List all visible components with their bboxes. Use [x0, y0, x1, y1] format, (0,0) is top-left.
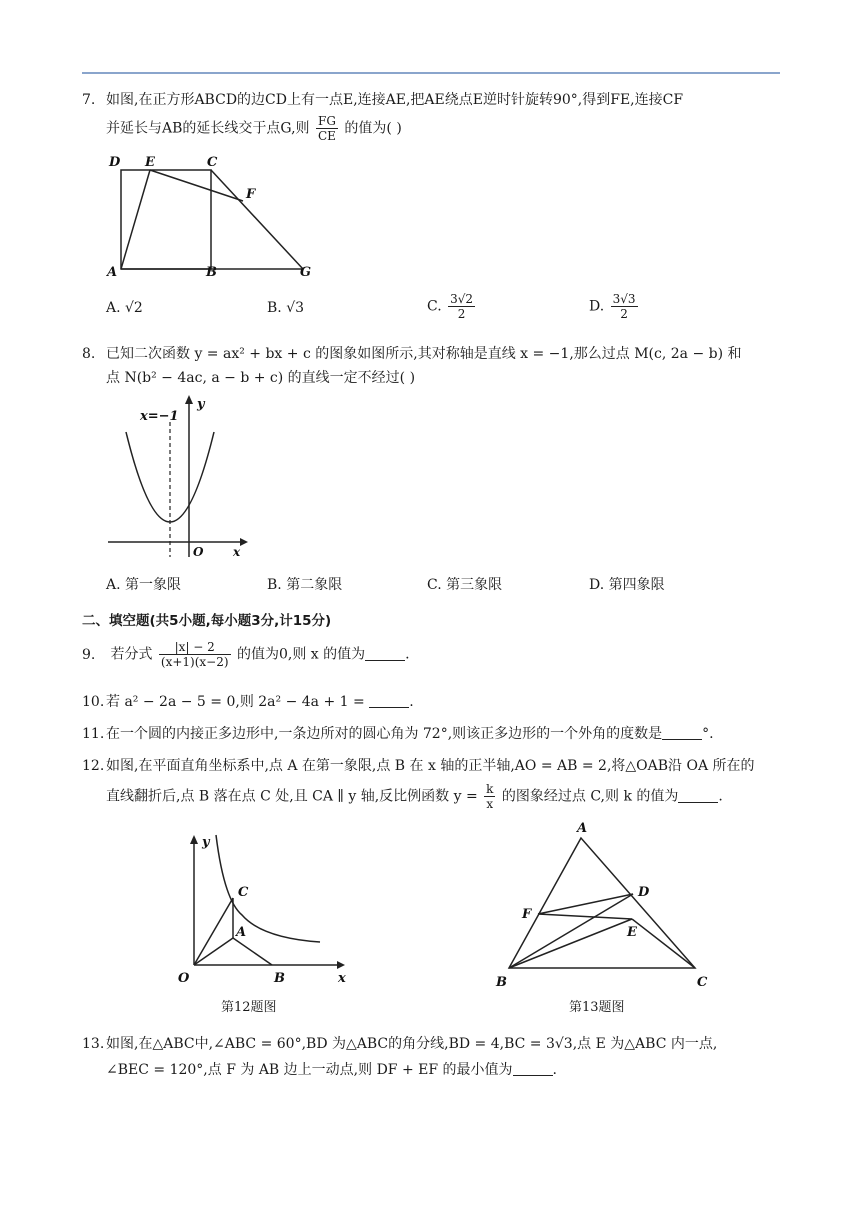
origin-label: O [193, 545, 204, 559]
line-cg [211, 170, 303, 269]
line-ef [150, 170, 243, 201]
fraction-numerator: FG [316, 114, 338, 129]
label-a: A [577, 821, 588, 836]
segment-oc [194, 898, 233, 965]
figure-caption-13: 第13题图 [569, 1000, 625, 1015]
fraction [611, 292, 638, 321]
punctuation: . [552, 1062, 557, 1078]
option-d[interactable] [589, 292, 640, 321]
fraction-denominator: x [486, 797, 494, 811]
punctuation: °. [702, 726, 714, 742]
hyperbola [216, 835, 320, 942]
y-label: y [197, 397, 205, 412]
answer-blank[interactable] [365, 646, 405, 661]
option-label: D. [589, 577, 605, 593]
label-e: E [145, 155, 155, 170]
segment-fe [538, 914, 632, 919]
question-8 [82, 342, 782, 366]
question-text: 的图象经过点 C,则 k 的值为 [501, 788, 679, 805]
option-label: D. [589, 298, 605, 315]
punctuation: . [718, 788, 723, 805]
question-number: 11. [82, 726, 105, 742]
question-text: 如图,在△ABC中,∠ABC = 60°,BD 为△ABC的角分线,BD = 4,BC = 3√3,点 E 为△ABC 内一点, [106, 1036, 718, 1052]
option-value: 第一象限 [125, 577, 182, 593]
label-b: B [206, 265, 217, 280]
line-ae [121, 170, 150, 269]
option-label: C. [427, 577, 442, 593]
x-axis-arrow [240, 538, 248, 546]
fraction-numerator: k [486, 782, 494, 796]
segment-be [509, 919, 632, 968]
figure-caption-12: 第12题图 [221, 1000, 277, 1015]
question-7-line2 [82, 114, 806, 143]
answer-blank[interactable] [369, 693, 409, 708]
option-label: A. [106, 300, 121, 316]
question-9 [82, 640, 782, 669]
label-b: B [274, 971, 285, 986]
question-text: 在一个圆的内接正多边形中,一条边所对的圆心角为 72°,则该正多边形的一个外角的度数是 [106, 726, 663, 742]
fraction [316, 114, 338, 143]
option-label: B. [267, 300, 282, 316]
question-text: ∠BEC = 120°,点 F 为 AB 边上一动点,则 DF + EF 的最小值为 [106, 1062, 513, 1078]
question-8-line2 [82, 366, 806, 390]
x-axis-arrow [337, 961, 345, 969]
segment-oa [194, 938, 233, 965]
question-number: 7. [82, 92, 96, 108]
question-text: 如图,在正方形ABCD的边CD上有一点E,连接AE,把AE绕点E逆时针旋转90°,得到FE,连接CF [106, 92, 684, 108]
option-a[interactable] [106, 300, 143, 316]
punctuation: . [409, 694, 414, 710]
label-o: O [178, 971, 190, 986]
segment-ec [632, 919, 695, 968]
segment-fd [538, 894, 633, 914]
figure-q13 [490, 818, 715, 990]
question-11 [82, 722, 782, 746]
option-b[interactable] [267, 300, 304, 316]
option-value: 第四象限 [608, 577, 665, 593]
question-number: 12. [82, 758, 105, 774]
label-e: E [627, 925, 637, 940]
option-value: 第三象限 [446, 577, 503, 593]
option-label: C. [427, 298, 442, 315]
question-12-line2 [82, 782, 806, 811]
option-b[interactable] [267, 574, 342, 594]
x-label: x [233, 545, 241, 559]
option-value: 第二象限 [286, 577, 343, 593]
label-f: F [246, 187, 256, 202]
label-b: B [496, 975, 507, 990]
y-axis-arrow [185, 395, 193, 404]
segment-bd [509, 894, 633, 968]
fraction-numerator: |x| − 2 [159, 640, 231, 655]
fraction [448, 292, 475, 321]
y-axis-arrow [190, 835, 198, 844]
section-heading: 二、填空题(共5小题,每小题3分,计15分) [82, 613, 332, 629]
label-a: A [236, 925, 247, 940]
question-text: 若 a² − 2a − 5 = 0,则 2a² − 4a + 1 = [106, 694, 365, 710]
fraction-denominator: 2 [457, 307, 466, 321]
answer-blank[interactable] [678, 788, 718, 803]
question-13-line2 [82, 1058, 806, 1082]
fraction-denominator: 2 [620, 307, 628, 321]
fraction [159, 640, 231, 669]
option-c[interactable] [427, 574, 502, 594]
question-number: 10. [82, 694, 105, 710]
option-value: √3 [286, 300, 305, 316]
question-number: 9. [82, 646, 96, 663]
question-number: 8. [82, 346, 96, 362]
x-label: x [338, 971, 346, 986]
question-text: 点 N(b² − 4ac, a − b + c) 的直线一定不经过( ) [106, 370, 416, 386]
question-text: 已知二次函数 y = ax² + bx + c 的图象如图所示,其对称轴是直线 x = −1,那么过点 M(c, 2a − b) 和 [106, 346, 742, 362]
option-label: B. [267, 577, 282, 593]
label-c: C [697, 975, 708, 990]
option-label: A. [106, 577, 121, 593]
label-g: G [300, 265, 312, 280]
question-text: 直线翻折后,点 B 落在点 C 处,且 CA ∥ y 轴,反比例函数 y = [106, 788, 478, 805]
question-12 [82, 754, 782, 778]
label-d: D [109, 155, 121, 170]
question-text: 的值为( ) [344, 120, 402, 137]
answer-blank[interactable] [513, 1061, 553, 1076]
question-13 [82, 1032, 782, 1056]
question-text: 如图,在平面直角坐标系中,点 A 在第一象限,点 B 在 x 轴的正半轴,AO = AB = 2,将△OAB沿 OA 所在的 [106, 758, 755, 774]
triangle-abc [509, 838, 695, 968]
answer-blank[interactable] [662, 725, 702, 740]
fraction-denominator: (x+1)(x−2) [160, 655, 229, 669]
label-a: A [107, 265, 118, 280]
label-c: C [207, 155, 218, 170]
question-number: 13. [82, 1036, 105, 1052]
figure-q12 [172, 830, 362, 990]
symmetry-label: x=−1 [140, 409, 179, 424]
question-text: 的值为0,则 x 的值为 [237, 646, 366, 663]
option-d[interactable] [589, 574, 665, 594]
label-d: D [638, 885, 650, 900]
label-c: C [238, 885, 249, 900]
punctuation: . [405, 646, 410, 663]
fraction-numerator: 3√2 [450, 292, 474, 306]
question-7 [82, 88, 782, 112]
figure-q8-parabola [100, 392, 260, 562]
option-a[interactable] [106, 574, 181, 594]
fraction-numerator: 3√3 [612, 292, 636, 306]
label-f: F [522, 907, 532, 922]
question-text: 并延长与AB的延长线交于点G,则 [106, 120, 310, 137]
y-label: y [202, 835, 210, 850]
option-c[interactable] [427, 292, 477, 321]
header-rule [82, 72, 780, 74]
square-abcd [121, 170, 211, 269]
segment-ab [233, 938, 272, 965]
question-text: 若分式 [110, 646, 153, 663]
question-10 [82, 690, 782, 714]
fraction-denominator: CE [318, 129, 336, 143]
option-value: √2 [125, 300, 143, 316]
fraction [484, 782, 495, 811]
figure-q7-square [100, 150, 330, 285]
